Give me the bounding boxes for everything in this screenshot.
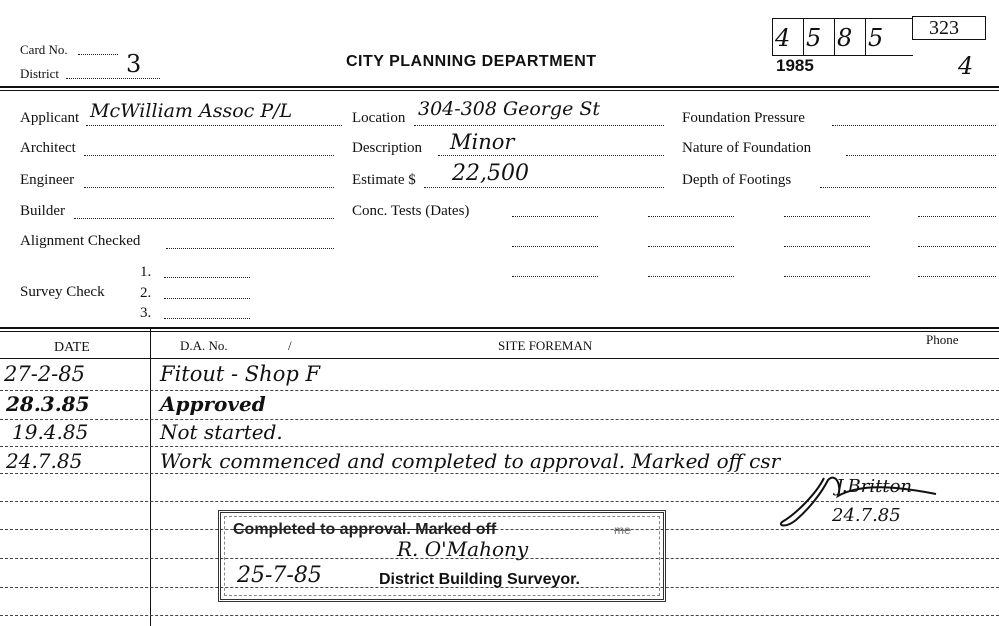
builder-label: Builder <box>20 203 65 219</box>
header-divider <box>0 86 999 88</box>
applicant-label: Applicant <box>20 110 80 126</box>
date-column-divider <box>150 328 151 626</box>
stamp-line1-tail: me <box>614 523 631 537</box>
conc-line-a3 <box>512 276 598 277</box>
conc-line-a1 <box>512 216 598 217</box>
conc-line-a2 <box>512 246 598 247</box>
date-header: DATE <box>54 340 90 355</box>
applicant-value: McWilliam Assoc P/L <box>90 100 293 122</box>
district-line <box>66 78 160 79</box>
location-label: Location <box>352 110 406 126</box>
card-no-label: Card No. <box>20 42 68 57</box>
survey-check-label: Survey Check <box>20 284 105 300</box>
header-divider-2 <box>0 90 999 91</box>
entry-text: Fitout - Shop F <box>160 362 321 386</box>
foreman-signature-name: J.Britton <box>836 476 913 497</box>
foreman-signature-date: 24.7.85 <box>832 505 901 526</box>
description-line <box>438 155 664 156</box>
conc-line-d1 <box>918 216 996 217</box>
file-digit-4: 5 <box>865 18 913 56</box>
architect-label: Architect <box>20 140 76 156</box>
survey-num-3: 3. <box>140 305 152 321</box>
entry-text: Work commenced and completed to approval. Marked off csr <box>160 449 781 473</box>
conc-line-b1 <box>648 216 734 217</box>
conc-line-c3 <box>784 276 870 277</box>
da-slash: / <box>288 338 292 353</box>
depth-footings-label: Depth of Footings <box>682 172 792 188</box>
approval-stamp <box>218 510 666 602</box>
table-row-line <box>0 390 999 391</box>
depth-footings-line <box>820 187 996 188</box>
survey-line-2 <box>164 298 250 299</box>
conc-line-b2 <box>648 246 734 247</box>
entry-date: 28.3.85 <box>6 392 90 416</box>
engineer-line <box>84 187 334 188</box>
department-title: CITY PLANNING DEPARTMENT <box>346 53 597 70</box>
alignment-label: Alignment Checked <box>20 233 141 249</box>
conc-tests-label: Conc. Tests (Dates) <box>352 203 470 219</box>
table-row-line <box>0 446 999 447</box>
site-foreman-header: SITE FOREMAN <box>498 338 593 353</box>
file-suffix: 323 <box>912 16 986 40</box>
conc-line-d2 <box>918 246 996 247</box>
sheet-number: 4 <box>958 52 974 80</box>
nature-foundation-line <box>846 155 996 156</box>
foundation-pressure-label: Foundation Pressure <box>682 110 805 126</box>
district-value: 3 <box>126 50 142 78</box>
conc-line-c2 <box>784 246 870 247</box>
description-value: Minor <box>450 130 515 154</box>
survey-line-1 <box>164 277 250 278</box>
entry-date: 27-2-85 <box>4 362 85 386</box>
survey-line-3 <box>164 318 250 319</box>
district-label: District <box>20 66 59 81</box>
survey-num-1: 1. <box>140 264 152 280</box>
table-row-line <box>0 419 999 420</box>
builder-line <box>74 218 334 219</box>
file-digit-3: 8 <box>834 18 866 56</box>
entry-text: Approved <box>160 392 266 416</box>
applicant-line <box>86 125 342 126</box>
location-value: 304-308 George St <box>418 98 601 120</box>
card-no-line <box>78 54 118 55</box>
architect-line <box>84 155 334 156</box>
survey-num-2: 2. <box>140 285 152 301</box>
table-row-line <box>0 615 999 616</box>
conc-line-d3 <box>918 276 996 277</box>
stamp-date: 25-7-85 <box>237 563 322 588</box>
estimate-label: Estimate $ <box>352 172 416 188</box>
alignment-line <box>166 248 334 249</box>
entry-date: 24.7.85 <box>6 449 83 473</box>
year: 1985 <box>776 56 814 75</box>
estimate-line <box>424 187 664 188</box>
description-label: Description <box>352 140 422 156</box>
nature-foundation-label: Nature of Foundation <box>682 140 812 156</box>
da-no-header: D.A. No. <box>180 338 228 353</box>
foundation-pressure-line <box>832 125 996 126</box>
entry-date: 19.4.85 <box>12 420 89 444</box>
table-header-rule <box>0 358 999 359</box>
estimate-value: 22,500 <box>452 161 529 186</box>
conc-line-b3 <box>648 276 734 277</box>
stamp-surveyor-signature: R. O'Mahony <box>397 537 529 561</box>
conc-line-c1 <box>784 216 870 217</box>
stamp-completed-text: Completed to approval. Marked off <box>233 521 497 538</box>
entry-text: Not started. <box>160 420 283 444</box>
file-digit-1: 4 <box>772 18 804 56</box>
file-digit-2: 5 <box>803 18 835 56</box>
stamp-surveyor-title: District Building Surveyor. <box>379 571 580 588</box>
engineer-label: Engineer <box>20 172 75 188</box>
phone-header: Phone <box>926 332 959 347</box>
location-line <box>414 125 664 126</box>
